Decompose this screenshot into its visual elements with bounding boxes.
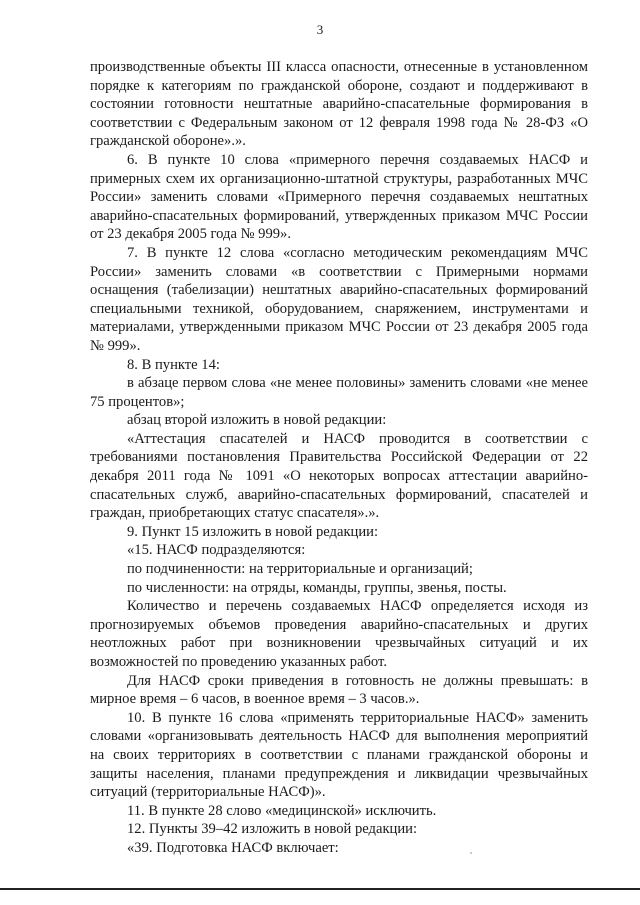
paragraph: 8. В пункте 14: [127, 356, 220, 373]
paragraph: «39. Подготовка НАСФ включает: [127, 839, 339, 856]
paragraph: 6. В пункте 10 слова «примерного перечня создаваемых НАСФ и примерных схем их организационно-штатной структуры, разработанных МЧС России» заменить словами «Примерного перечня создаваемых нештатных аварийно-спасательных формирований, утвержденных приказом МЧС России от 23 декабря 2005 года № 999». [90, 151, 588, 243]
paragraph: по подчиненности: на территориальные и организаций; [127, 561, 473, 578]
paragraph: «Аттестация спасателей и НАСФ проводится в соответствии с требованиями постановления Правительства Российской Федерации от 22 декабря 2011 года № 1091 «О некоторых вопросах аттестации аварийно-спасательных служб, аварийно-спасательных формирований, спасателей и граждан, приобретающих статус спасателя».». [90, 430, 588, 522]
scan-speck [470, 852, 472, 854]
paragraph: абзац второй изложить в новой редакции: [127, 412, 387, 429]
page-number: 3 [316, 22, 324, 37]
paragraph: «15. НАСФ подразделяются: [127, 542, 306, 559]
paragraph: 7. В пункте 12 слова «согласно методическим рекомендациям МЧС России» заменить словами «в соответствии с Примерными нормами оснащения (табелизации) нештатных аварийно-спасательных формирований специальными техникой, оборудованием, снаряжением, инструментами и материалами, утвержденными приказом МЧС России от 23 декабря 2005 года № 999». [90, 244, 588, 354]
paragraph: по численности: на отряды, команды, группы, звенья, посты. [127, 579, 507, 596]
bottom-scan-edge [0, 888, 640, 890]
paragraph: 10. В пункте 16 слова «применять территориальные НАСФ» заменить словами «организовывать деятельность НАСФ для выполнения мероприятий на своих территориях в соответствии с планами гражданской обороны и защиты населения, планами предупреждения и ликвидации чрезвычайных ситуаций (территориальные НАСФ)». [90, 709, 588, 801]
paragraph: Количество и перечень создаваемых НАСФ определяется исходя из прогнозируемых объемов проведения аварийно-спасательных и других неотложных работ при возникновении чрезвычайных ситуаций и их возможностей по проведению указанных работ. [90, 598, 588, 670]
paragraph: Для НАСФ сроки приведения в готовность не должны превышать: в мирное время – 6 часов, в военное время – 3 часов.». [90, 672, 588, 708]
paragraph: производственные объекты III класса опасности, отнесенные в установленном порядке к категориям по гражданской обороне, создают и поддерживают в состоянии готовности нештатные аварийно-спасательные формирования в соответствии с Федеральным законом от 12 февраля 1998 года № 28-ФЗ «О гражданской обороне».». [90, 59, 588, 150]
paragraph: 12. Пункты 39–42 изложить в новой редакции: [127, 821, 418, 838]
paragraph: 11. В пункте 28 слово «медицинской» исключить. [127, 802, 437, 819]
document-body [90, 58, 588, 858]
paragraph: 9. Пункт 15 изложить в новой редакции: [127, 523, 379, 540]
paragraph: в абзаце первом слова «не менее половины» заменить словами «не менее 75 процентов»; [90, 375, 588, 410]
